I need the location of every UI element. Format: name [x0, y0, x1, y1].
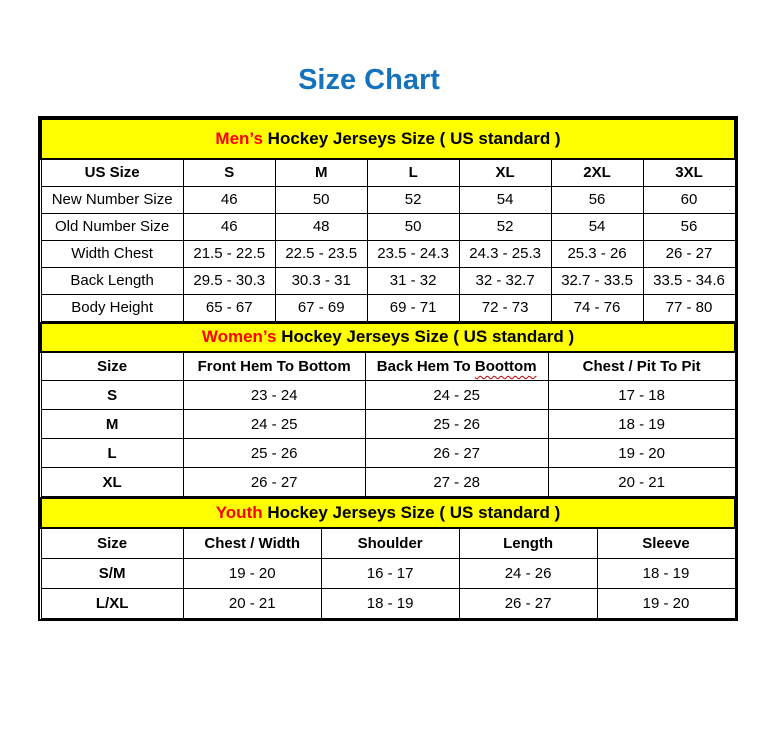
size-value-cell: 17 - 18 — [548, 381, 735, 410]
youth-section-title — [41, 498, 735, 528]
size-value-cell: 18 - 19 — [321, 588, 459, 618]
section-title-text: Hockey Jerseys Size ( US standard ) — [262, 129, 561, 148]
section-title-red-word: Youth — [215, 503, 263, 522]
size-value-cell: 27 - 28 — [365, 468, 548, 497]
mens-header-row — [41, 159, 735, 186]
size-value-cell: 50 — [275, 186, 367, 213]
size-value-cell: 25 - 26 — [365, 410, 548, 439]
size-value-cell: 20 - 21 — [548, 468, 735, 497]
row-label: New Number Size — [41, 186, 183, 213]
womens-size-table — [40, 322, 736, 498]
size-value-cell: 54 — [459, 186, 551, 213]
size-value-cell: 60 — [643, 186, 735, 213]
table-row — [41, 186, 735, 213]
size-value-cell: 18 - 19 — [548, 410, 735, 439]
size-value-cell: 52 — [367, 186, 459, 213]
size-value-cell: 32 - 32.7 — [459, 267, 551, 294]
column-header: Shoulder — [321, 528, 459, 558]
youth-header-row — [41, 528, 735, 558]
womens-header-row — [41, 352, 735, 381]
size-value-cell: 67 - 69 — [275, 294, 367, 321]
row-label: Back Length — [41, 267, 183, 294]
womens-section-title — [41, 323, 735, 352]
youth-section-header — [41, 498, 735, 528]
size-value-cell: 30.3 - 31 — [275, 267, 367, 294]
row-label: XL — [41, 468, 183, 497]
table-row — [41, 381, 735, 410]
size-value-cell: 24 - 25 — [183, 410, 365, 439]
size-value-cell: 50 — [367, 213, 459, 240]
table-row — [41, 267, 735, 294]
size-value-cell: 25.3 - 26 — [551, 240, 643, 267]
table-row — [41, 558, 735, 588]
size-value-cell: 19 - 20 — [548, 439, 735, 468]
table-row — [41, 588, 735, 618]
size-value-cell: 56 — [551, 186, 643, 213]
size-value-cell: 31 - 32 — [367, 267, 459, 294]
column-header: Size — [41, 352, 183, 381]
column-header-text: Back Hem To — [376, 357, 475, 375]
table-row — [41, 213, 735, 240]
section-title-red-word: Men’s — [215, 129, 263, 148]
size-value-cell: 56 — [643, 213, 735, 240]
row-label: L/XL — [41, 588, 183, 618]
mens-section-title — [41, 119, 735, 159]
mens-size-table — [40, 118, 736, 322]
row-label: M — [41, 410, 183, 439]
size-value-cell: 32.7 - 33.5 — [551, 267, 643, 294]
column-header: Size — [41, 528, 183, 558]
section-title-text: Hockey Jerseys Size ( US standard ) — [276, 327, 575, 346]
size-value-cell: 26 - 27 — [183, 468, 365, 497]
size-value-cell: 18 - 19 — [597, 558, 735, 588]
table-row — [41, 468, 735, 497]
size-value-cell: 46 — [183, 186, 275, 213]
size-value-cell: 65 - 67 — [183, 294, 275, 321]
column-header: Front Hem To Bottom — [183, 352, 365, 381]
size-value-cell: 54 — [551, 213, 643, 240]
column-header: Length — [459, 528, 597, 558]
size-value-cell: 69 - 71 — [367, 294, 459, 321]
row-label: Body Height — [41, 294, 183, 321]
row-label: S/M — [41, 558, 183, 588]
column-header: Sleeve — [597, 528, 735, 558]
column-header: L — [367, 159, 459, 186]
table-row — [41, 240, 735, 267]
table-row — [41, 410, 735, 439]
size-value-cell: 72 - 73 — [459, 294, 551, 321]
column-header: 2XL — [551, 159, 643, 186]
row-label: L — [41, 439, 183, 468]
size-value-cell: 23 - 24 — [183, 381, 365, 410]
row-label: Width Chest — [41, 240, 183, 267]
size-value-cell: 25 - 26 — [183, 439, 365, 468]
size-value-cell: 26 - 27 — [365, 439, 548, 468]
womens-section-header — [41, 323, 735, 352]
size-value-cell: 23.5 - 24.3 — [367, 240, 459, 267]
size-value-cell: 19 - 20 — [183, 558, 321, 588]
misspelled-word-squiggle: Boottom — [474, 357, 537, 375]
row-label: Old Number Size — [41, 213, 183, 240]
size-value-cell: 46 — [183, 213, 275, 240]
column-header: US Size — [41, 159, 183, 186]
size-value-cell: 48 — [275, 213, 367, 240]
size-value-cell: 52 — [459, 213, 551, 240]
section-title-red-word: Women’s — [201, 327, 277, 346]
youth-size-table — [40, 497, 736, 619]
size-value-cell: 21.5 - 22.5 — [183, 240, 275, 267]
size-value-cell: 77 - 80 — [643, 294, 735, 321]
size-value-cell: 24.3 - 25.3 — [459, 240, 551, 267]
size-value-cell: 20 - 21 — [183, 588, 321, 618]
table-row — [41, 294, 735, 321]
column-header: Chest / Pit To Pit — [548, 352, 735, 381]
size-value-cell: 26 - 27 — [459, 588, 597, 618]
section-title-text: Hockey Jerseys Size ( US standard ) — [262, 503, 561, 522]
column-header — [365, 352, 548, 381]
size-value-cell: 24 - 26 — [459, 558, 597, 588]
size-value-cell: 19 - 20 — [597, 588, 735, 618]
table-row — [41, 439, 735, 468]
page-title: Size Chart — [298, 64, 440, 96]
row-label: S — [41, 381, 183, 410]
column-header: XL — [459, 159, 551, 186]
size-value-cell: 29.5 - 30.3 — [183, 267, 275, 294]
size-value-cell: 33.5 - 34.6 — [643, 267, 735, 294]
column-header: M — [275, 159, 367, 186]
size-value-cell: 22.5 - 23.5 — [275, 240, 367, 267]
mens-section-header — [41, 119, 735, 159]
size-value-cell: 26 - 27 — [643, 240, 735, 267]
column-header: 3XL — [643, 159, 735, 186]
size-chart-container — [38, 116, 738, 621]
column-header: Chest / Width — [183, 528, 321, 558]
size-value-cell: 74 - 76 — [551, 294, 643, 321]
size-value-cell: 24 - 25 — [365, 381, 548, 410]
size-value-cell: 16 - 17 — [321, 558, 459, 588]
column-header: S — [183, 159, 275, 186]
